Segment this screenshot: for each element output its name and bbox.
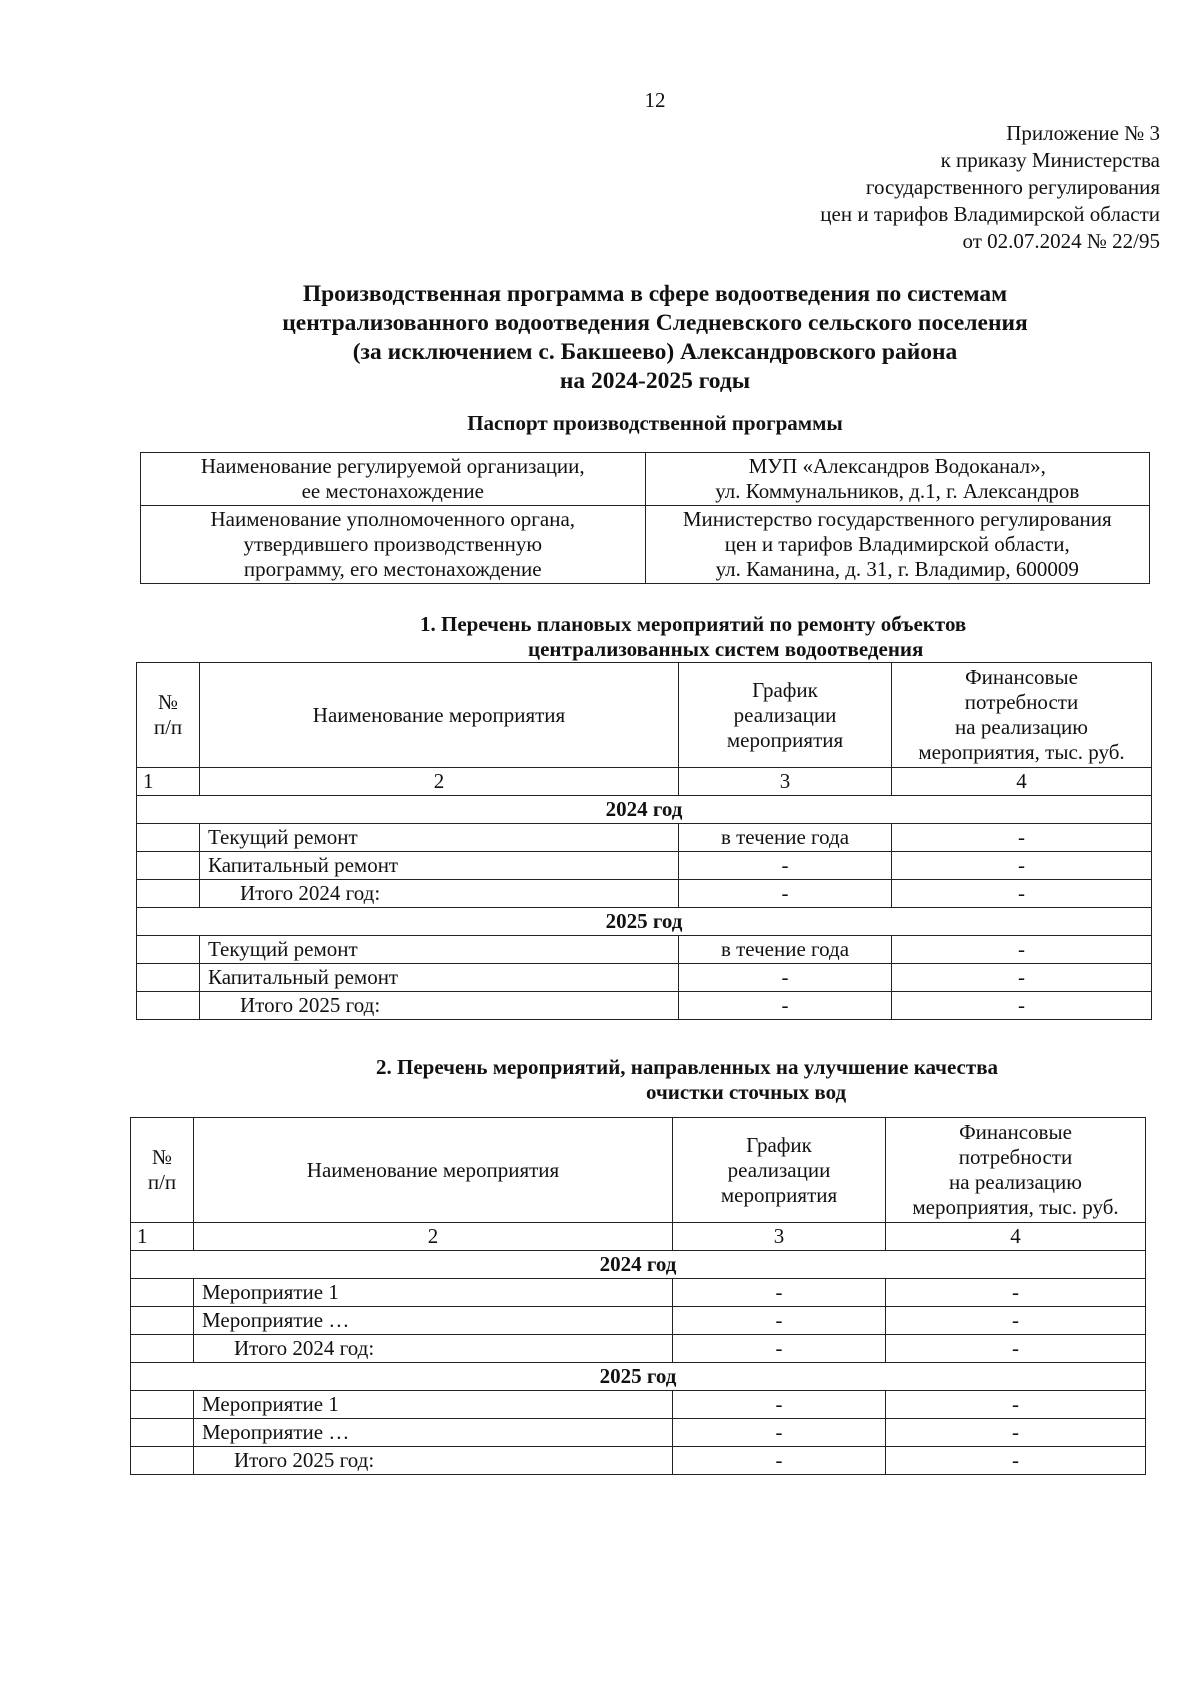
year-row [131,1251,1146,1279]
header-row [131,1118,1146,1223]
total-label: Итого 2025 год: [194,1447,673,1475]
index-cell: 1 [137,768,200,796]
schedule-cell: - [673,1307,886,1335]
passport-label [141,506,646,584]
year-label: 2025 год [131,1363,1146,1391]
column-index-row [137,768,1152,796]
row-number [137,992,200,1020]
row-number [131,1391,194,1419]
measure-name: Текущий ремонт [200,936,679,964]
schedule-cell: - [679,852,892,880]
schedule-cell: - [673,1391,886,1419]
finance-cell: - [892,992,1152,1020]
col-number-header [137,663,200,768]
page-number: 12 [644,88,666,112]
text-line: Финансовые [965,665,1078,689]
year-label: 2024 год [137,796,1152,824]
text-line: утвердившего производственную [243,532,543,556]
row-number [131,1447,194,1475]
heading-line: 1. Перечень плановых мероприятий по ремонту объектов [420,612,967,636]
passport-table [140,452,1150,584]
appendix-header [820,120,1160,255]
row-number [137,936,200,964]
appendix-line: к приказу Министерства [940,148,1160,172]
text-line: программу, его местонахождение [243,557,542,581]
header-row [137,663,1152,768]
schedule-cell: в течение года [679,936,892,964]
row-number [137,964,200,992]
schedule-cell: - [679,992,892,1020]
text-line: Финансовые [959,1120,1072,1144]
text-line: МУП «Александров Водоканал», [748,454,1046,478]
text-line: мероприятия, тыс. руб. [918,740,1125,764]
text-line: цен и тарифов Владимирской области, [724,532,1070,556]
finance-cell: - [886,1447,1146,1475]
year-row [137,796,1152,824]
table-row [137,852,1152,880]
schedule-cell: - [673,1335,886,1363]
text-line: График [746,1132,812,1157]
row-number [131,1279,194,1307]
text-line: реализации [733,702,837,727]
passport-heading: Паспорт производственной программы [467,411,843,435]
measure-name: Текущий ремонт [200,824,679,852]
year-label: 2024 год [131,1251,1146,1279]
table-row [137,824,1152,852]
index-cell: 3 [679,768,892,796]
index-cell: 2 [200,768,679,796]
table-row [131,1307,1146,1335]
repair-measures-table [136,662,1152,1020]
measure-name: Мероприятие … [194,1419,673,1447]
year-label: 2025 год [137,908,1152,936]
text-line: Наименование уполномоченного органа, [210,507,576,531]
column-index-row [131,1223,1146,1251]
finance-cell: - [886,1391,1146,1419]
measure-name: Мероприятие 1 [194,1279,673,1307]
text-line: потребности [964,690,1079,714]
year-row [137,908,1152,936]
total-row [137,880,1152,908]
row-number [131,1335,194,1363]
title-line: (за исключением с. Бакшеево) Александровского района [352,339,958,365]
schedule-cell: в течение года [679,824,892,852]
appendix-line: Приложение № 3 [1006,121,1160,145]
total-row [131,1335,1146,1363]
text-line: График [752,677,818,702]
text-line: мероприятия, тыс. руб. [912,1195,1119,1219]
row-number [131,1419,194,1447]
total-label: Итого 2024 год: [200,880,679,908]
total-label: Итого 2025 год: [200,992,679,1020]
finance-cell: - [886,1279,1146,1307]
year-row [131,1363,1146,1391]
table-row [131,1279,1146,1307]
document-title [0,280,1200,396]
measure-name: Мероприятие 1 [194,1391,673,1419]
text-line: мероприятия [720,1182,838,1207]
passport-label [141,453,646,506]
col-name-header: Наименование мероприятия [194,1118,673,1223]
index-cell: 4 [892,768,1152,796]
heading-line: централизованных систем водоотведения [528,637,924,661]
total-label: Итого 2024 год: [194,1335,673,1363]
text-line: на реализацию [955,715,1088,739]
text-line: Наименование регулируемой организации, [200,454,585,478]
col-name-header: Наименование мероприятия [200,663,679,768]
measure-name: Мероприятие … [194,1307,673,1335]
section1-heading [420,612,966,662]
heading-line: очистки сточных вод [646,1080,847,1104]
appendix-line: государственного регулирования [865,175,1160,199]
col-schedule-header [679,663,892,768]
text-line: мероприятия [726,727,844,752]
finance-cell: - [892,964,1152,992]
text-line: потребности [958,1145,1073,1169]
col-number-header [131,1118,194,1223]
text-line: ее местонахождение [301,479,484,503]
text-line: п/п [147,1170,177,1194]
title-line: Производственная программа в сфере водоотведения по системам [302,281,1008,307]
table-row [131,1419,1146,1447]
section2-heading [376,1055,998,1105]
table-row [137,964,1152,992]
finance-cell: - [886,1335,1146,1363]
col-schedule-header [673,1118,886,1223]
title-line: на 2024-2025 годы [559,368,751,394]
schedule-cell: - [679,964,892,992]
schedule-cell: - [673,1447,886,1475]
row-number [137,824,200,852]
text-line: п/п [153,715,183,739]
total-row [137,992,1152,1020]
row-number [137,880,200,908]
schedule-cell: - [673,1279,886,1307]
title-line: централизованного водоотведения Следневского сельского поселения [282,310,1028,336]
passport-value [645,453,1150,506]
row-number [137,852,200,880]
text-line: на реализацию [949,1170,1082,1194]
measure-name: Капитальный ремонт [200,964,679,992]
index-cell: 4 [886,1223,1146,1251]
col-finance-header [886,1118,1146,1223]
finance-cell: - [886,1419,1146,1447]
schedule-cell: - [679,880,892,908]
table-row [131,1391,1146,1419]
finance-cell: - [892,880,1152,908]
text-line: ул. Коммунальников, д.1, г. Александров [715,479,1080,503]
finance-cell: - [892,852,1152,880]
heading-line: 2. Перечень мероприятий, направленных на улучшение качества [376,1055,999,1079]
text-line: Министерство государственного регулирования [682,507,1112,531]
table-row [137,936,1152,964]
passport-row [141,506,1150,584]
passport-value [645,506,1150,584]
text-line: № [151,1145,173,1169]
finance-cell: - [892,824,1152,852]
col-finance-header [892,663,1152,768]
total-row [131,1447,1146,1475]
index-cell: 1 [131,1223,194,1251]
schedule-cell: - [673,1419,886,1447]
finance-cell: - [886,1307,1146,1335]
index-cell: 3 [673,1223,886,1251]
text-line: реализации [727,1157,831,1182]
row-number [131,1307,194,1335]
text-line: № [157,690,179,714]
measure-name: Капитальный ремонт [200,852,679,880]
appendix-line: цен и тарифов Владимирской области [820,202,1160,226]
appendix-line: от 02.07.2024 № 22/95 [962,229,1160,253]
finance-cell: - [892,936,1152,964]
treatment-measures-table [130,1117,1146,1475]
text-line: ул. Каманина, д. 31, г. Владимир, 600009 [715,557,1079,581]
index-cell: 2 [194,1223,673,1251]
passport-row [141,453,1150,506]
